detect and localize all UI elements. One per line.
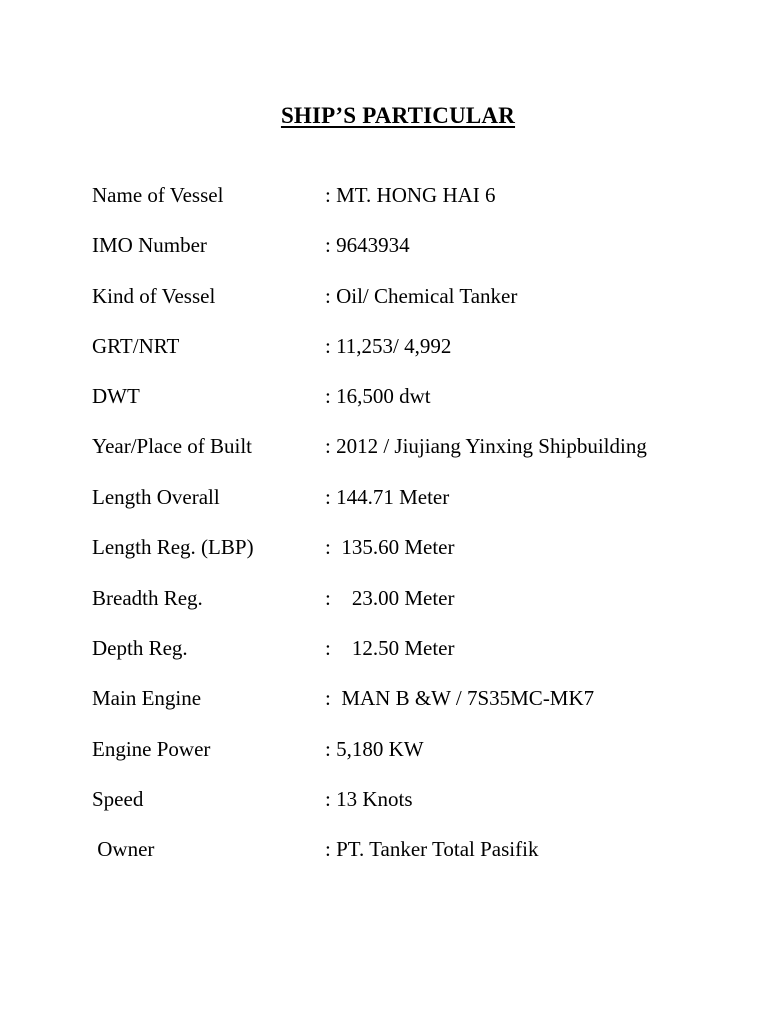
particular-label: Main Engine xyxy=(92,686,202,710)
particular-row-owner xyxy=(0,834,768,864)
particular-row-dwt xyxy=(0,381,768,411)
particular-row-depth-reg xyxy=(0,633,768,663)
particular-label: DWT xyxy=(92,384,140,408)
particular-label: Length Overall xyxy=(92,485,220,509)
particular-value: : MT. HONG HAI 6 xyxy=(325,183,496,207)
particular-row-breadth-reg xyxy=(0,583,768,613)
particular-value: : PT. Tanker Total Pasifik xyxy=(325,837,539,861)
particular-label: Speed xyxy=(92,787,144,811)
particular-label: Engine Power xyxy=(92,737,211,761)
particular-row-main-engine xyxy=(0,683,768,713)
particular-value: : 5,180 KW xyxy=(325,737,424,761)
particular-label: IMO Number xyxy=(92,233,207,257)
particular-row-imo-number xyxy=(0,230,768,260)
particular-row-kind-of-vessel xyxy=(0,281,768,311)
particular-row-length-overall xyxy=(0,482,768,512)
particular-label: Kind of Vessel xyxy=(92,284,216,308)
particular-row-year-place-built xyxy=(0,431,768,461)
particular-row-grt-nrt xyxy=(0,331,768,361)
particular-row-engine-power xyxy=(0,734,768,764)
particular-value: : 2012 / Jiujiang Yinxing Shipbuilding xyxy=(325,434,647,458)
particular-value: : 12.50 Meter xyxy=(325,636,455,660)
particular-value: : 16,500 dwt xyxy=(325,384,431,408)
particular-value: : 135.60 Meter xyxy=(325,535,455,559)
particular-value: : 13 Knots xyxy=(325,787,413,811)
particular-row-length-reg xyxy=(0,532,768,562)
particular-value: : 9643934 xyxy=(325,233,410,257)
particular-row-name-of-vessel xyxy=(0,180,768,210)
particular-value: : MAN B &W / 7S35MC-MK7 xyxy=(325,686,595,710)
particular-label: Length Reg. (LBP) xyxy=(92,535,254,559)
particular-label: Owner xyxy=(92,837,155,861)
particular-value: : 23.00 Meter xyxy=(325,586,455,610)
particular-value: : Oil/ Chemical Tanker xyxy=(325,284,518,308)
document-title: SHIP’S PARTICULAR xyxy=(280,103,516,128)
particular-label: Depth Reg. xyxy=(92,636,188,660)
particular-value: : 144.71 Meter xyxy=(325,485,450,509)
particular-value: : 11,253/ 4,992 xyxy=(325,334,452,358)
particular-label: Year/Place of Built xyxy=(92,434,253,458)
particular-label: Breadth Reg. xyxy=(92,586,203,610)
particular-row-speed xyxy=(0,784,768,814)
particular-label: GRT/NRT xyxy=(92,334,180,358)
particular-label: Name of Vessel xyxy=(92,183,224,207)
